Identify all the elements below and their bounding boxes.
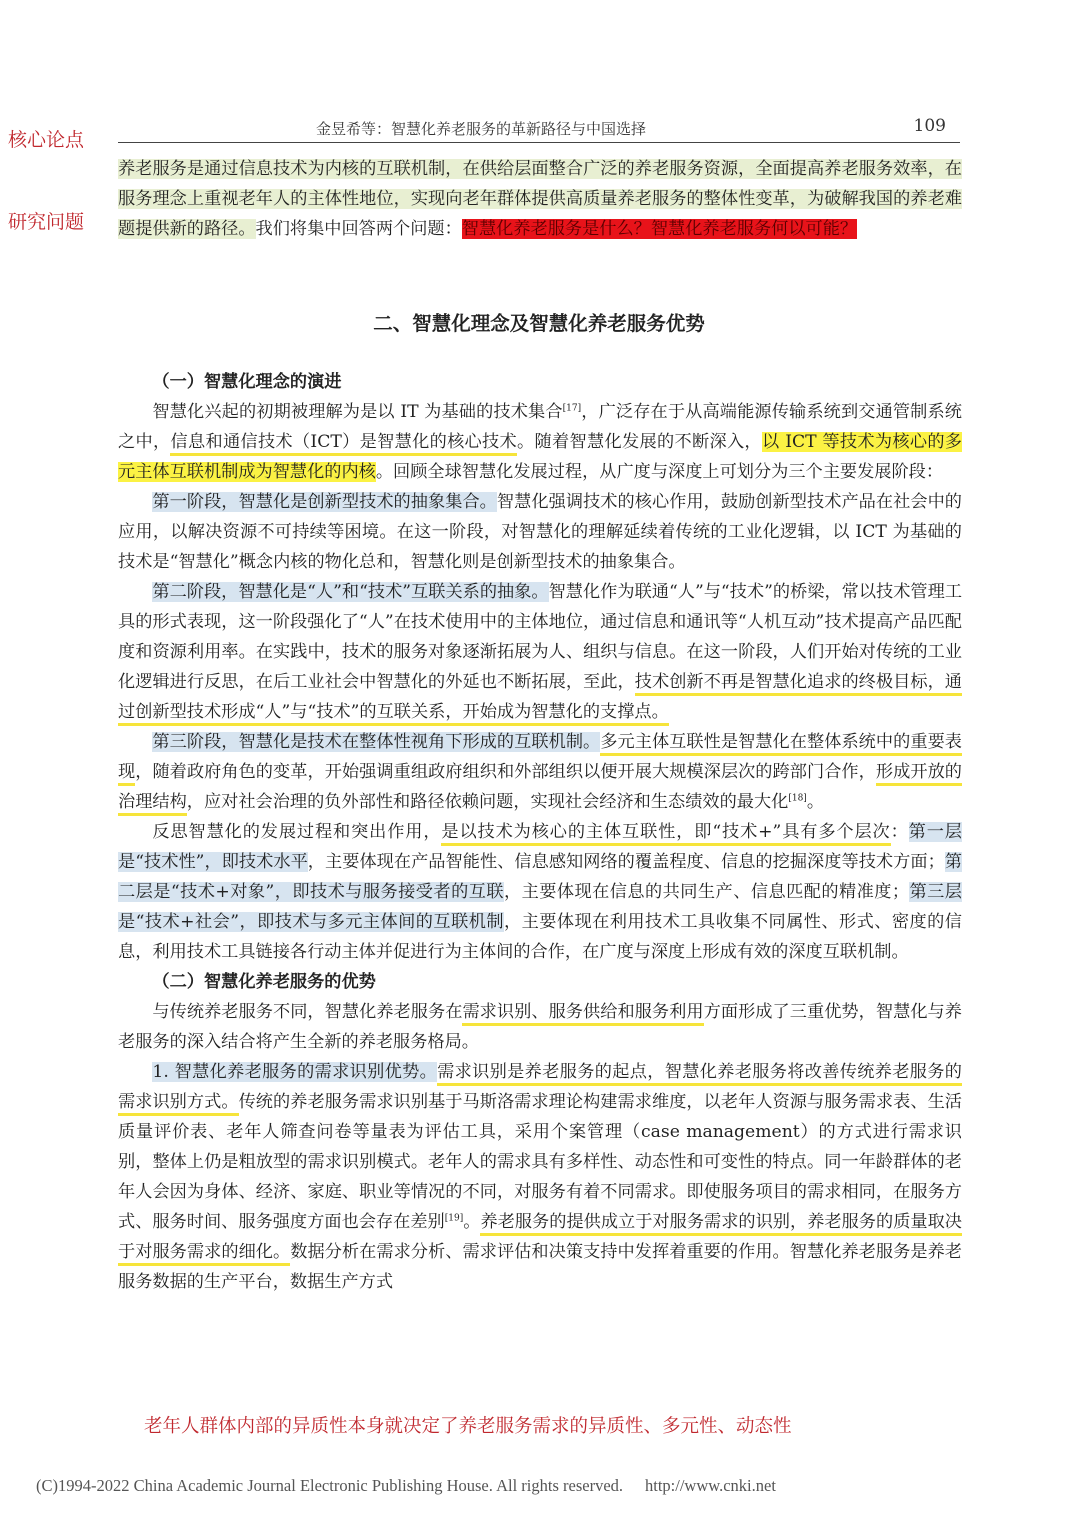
research-question-highlight: 智慧化养老服务是什么？智慧化养老服务何以可能？ (461, 219, 858, 239)
page-number: 109 (913, 116, 946, 136)
text-run: ，主要体现在信息的共同生产、信息匹配的精准度； (503, 882, 910, 902)
underline-tech-plus: 是以技术为核心的主体互联性，即“技术+”具有多个层次 (441, 822, 890, 846)
text-run: 智慧化强调技术的核心作用，鼓励创新型技术产品在社会中的应用，以解决资源不可持续等困境。在这一阶段，对智慧化的理解延续着传统的工业化逻辑，以 ICT 为基础的技术是“智慧化”概念内核的物化总和，智慧化则是创新型技术的抽象集合。 (118, 492, 962, 572)
text-run: ，广泛存在于从高端能源传输系统到交通管制系统之中， (118, 402, 962, 452)
text-run: 。随着智慧化发展的不断深入， (517, 432, 762, 452)
bottom-annotation: 老年人群体内部的异质性本身就决定了养老服务需求的异质性、多元性、动态性 (144, 1416, 792, 1437)
highlight-interconnection-core: 以 ICT 等技术为核心的多元主体互联机制成为智慧化的内核 (118, 432, 962, 482)
text-run: ： (890, 822, 909, 842)
text-run: 智慧化兴起的初期被理解为是以 IT 为基础的技术集合 (152, 402, 563, 422)
text-run: 方面形成了三重优势，智慧化与养老服务的深入结合将产生全新的养老服务格局。 (118, 1002, 962, 1052)
citation-18: [18] (788, 793, 807, 804)
underline-ict-core: 信息和通信技术（ICT）是智慧化的核心技术 (170, 432, 517, 456)
highlight-layer-three: 第三层是“技术+社会”，即技术与多元主体间的互联机制 (118, 882, 962, 932)
paragraph-stage-two (118, 577, 962, 727)
paragraph-stage-one (118, 487, 962, 577)
core-argument-highlight: 养老服务是通过信息技术为内核的互联机制，在供给层面整合广泛的养老服务资源，全面提高养老服务效率，在服务理念上重视老年人的主体性地位，实现向老年群体提供高质量养老服务的整体性变革，为破解我国的养老难题提供新的路径。 (118, 159, 962, 239)
citation-19: [19] (444, 1213, 464, 1224)
footer-url[interactable]: http://www.cnki.net (645, 1476, 776, 1495)
highlight-layer-two: 第二层是“技术+对象”，即技术与服务接受者的互联 (118, 852, 962, 902)
running-head-title: 金昱希等：智慧化养老服务的革新路径与中国选择 (315, 120, 646, 138)
text-run: 。回顾全球智慧化发展过程，从广度与深度上可划分为三个主要发展阶段： (375, 462, 944, 482)
text-run: ，随着政府角色的变革，开始强调重组政府组织和外部组织以便开展大规模深层次的跨部门合作， (135, 762, 876, 782)
section-heading: 二、智慧化理念及智慧化养老服务优势 (373, 312, 705, 335)
underline-service-quality: 养老服务的提供成立于对服务需求的识别，养老服务的质量取决于对服务需求的细化。 (118, 1212, 962, 1266)
highlight-stage-one: 第一阶段，智慧化是创新型技术的抽象集合。 (152, 492, 497, 512)
text-run: 智慧化作为联通“人”与“技术”的桥梁，常以技术管理工具的形式表现，这一阶段强化了“人”在技术使用中的主体地位，通过信息和通讯等“人机互动”技术提高产品匹配度和资源利用率。在实践中，技术的服务对象逐渐拓展为人、组织与信息。在这一阶段，人们开始对传统的工业化逻辑进行反思，在后工业社会中智慧化的外延也不断拓展，至此， (118, 582, 963, 692)
paragraph-advantages-intro (118, 997, 962, 1057)
underline-three-advantages: 需求识别、服务供给和服务利用 (462, 1002, 703, 1026)
running-head (118, 116, 960, 143)
underline-stage-two: 技术创新不再是智慧化追求的终极目标，通过创新型技术形成“人”与“技术”的互联关系，开始成为智慧化的支撑点。 (118, 672, 962, 726)
subsection-heading-advantages: （二）智慧化养老服务的优势 (152, 972, 376, 992)
subsection-heading-evolution: （一）智慧化理念的演进 (152, 372, 342, 392)
underline-open-governance: 形成开放的治理结构 (118, 762, 962, 816)
paragraph-need-identification (118, 1057, 962, 1297)
subsection-evolution (118, 367, 962, 1297)
text-run: ，应对社会治理的负外部性和路径依赖问题，实现社会经济和生态绩效的最大化 (186, 792, 789, 812)
highlight-layer-one: 第一层是“技术性”，即技术水平 (118, 822, 962, 872)
highlight-stage-three: 第三阶段，智慧化是技术在整体性视角下形成的互联机制。 (152, 732, 601, 752)
text-run: ，主要体现在产品智能性、信息感知网络的覆盖程度、信息的挖掘深度等技术方面； (307, 852, 945, 872)
text-run: 数据分析在需求分析、需求评估和决策支持中发挥着重要的作用。智慧化养老服务是养老服务数据的生产平台，数据生产方式 (118, 1242, 962, 1292)
paragraph-reflection (118, 817, 962, 967)
underline-multi-actor: 多元主体互联性是智慧化在整体系统中的重要表现 (118, 732, 962, 786)
text-run: 。 (463, 1212, 481, 1232)
highlight-need-identification: 1. 智慧化养老服务的需求识别优势。 (152, 1062, 438, 1082)
footer (36, 1476, 776, 1496)
text-run: 传统的养老服务需求识别基于马斯洛需求理论构建需求维度，以老年人资源与服务需求表、生活质量评价表、老年人筛查问卷等量表为评估工具，采用个案管理（case management）的方式进行需求识别，整体上仍是粗放型的需求识别模式。老年人的需求具有多样性、动态性和可变性的特点。同一年龄群体的老年人会因为身体、经济、家庭、职业等情况的不同，对服务有着不同需求。即使服务项目的需求相同，在服务方式、服务时间、服务强度方面也会存在差别 (118, 1092, 962, 1232)
text-run: 。 (806, 792, 825, 812)
margin-note-core-argument: 核心论点 (8, 129, 85, 151)
intro-paragraph (118, 154, 962, 244)
footer-copyright: (C)1994-2022 China Academic Journal Electronic Publishing House. All rights reserved. (36, 1476, 624, 1495)
intro-plain-text: 我们将集中回答两个问题： (255, 219, 462, 239)
paragraph-evolution-intro (118, 397, 962, 487)
paragraph-stage-three (118, 727, 962, 817)
highlight-stage-two: 第二阶段，智慧化是“人”和“技术”互联关系的抽象。 (152, 582, 549, 602)
text-run: 与传统养老服务不同，智慧化养老服务在 (152, 1002, 463, 1022)
text-run: 反思智慧化的发展过程和突出作用， (152, 822, 442, 842)
margin-note-research-question: 研究问题 (8, 211, 85, 233)
text-run: ，主要体现在利用技术工具收集不同属性、形式、密度的信息，利用技术工具链接各行动主体并促进行为主体间的合作，在广度与深度上形成有效的深度互联机制。 (118, 912, 962, 962)
citation-17: [17] (562, 403, 582, 414)
underline-need-start: 需求识别是养老服务的起点，智慧化养老服务将改善传统养老服务的需求识别方式。 (118, 1062, 962, 1116)
